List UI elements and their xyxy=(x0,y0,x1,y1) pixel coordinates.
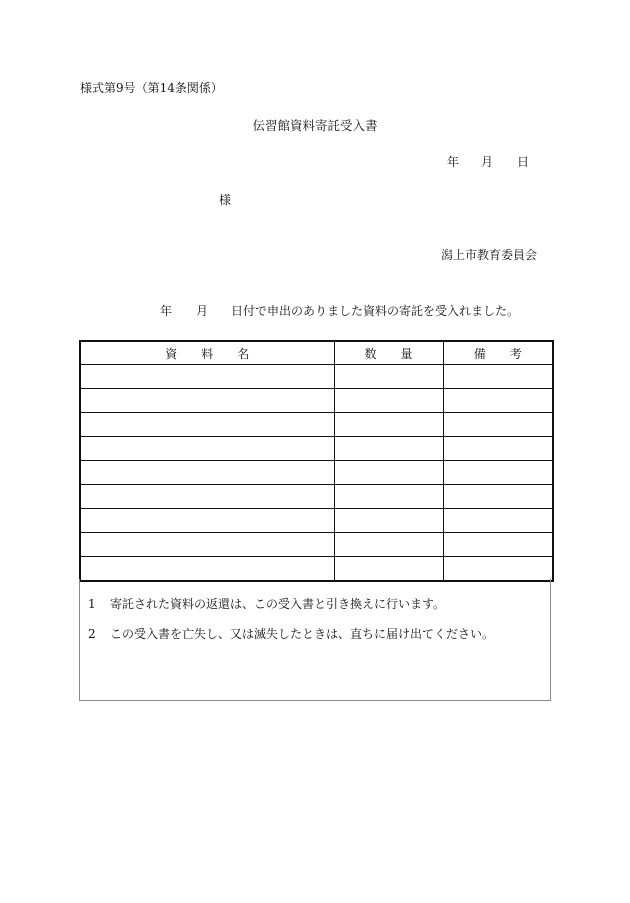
statement-text: 日付で申出のありました資料の寄託を受入れました。 xyxy=(231,304,520,318)
issuer-name: 潟上市教育委員会 xyxy=(441,248,538,262)
table-row xyxy=(80,509,553,533)
header-quantity: 数 量 xyxy=(334,341,443,365)
quantity-cell[interactable] xyxy=(334,509,443,533)
remarks-cell[interactable] xyxy=(443,437,553,461)
quantity-cell[interactable] xyxy=(334,365,443,389)
acceptance-statement xyxy=(160,304,519,318)
item-name-cell[interactable] xyxy=(80,509,334,533)
note-item xyxy=(88,627,494,641)
issue-date-line xyxy=(447,155,529,169)
document-title: 伝習館資料寄託受入書 xyxy=(252,118,378,133)
date-month-label: 月 xyxy=(481,155,494,169)
form-number: 様式第9号（第14条関係） xyxy=(80,81,223,95)
item-name-cell[interactable] xyxy=(80,437,334,461)
table-row xyxy=(80,389,553,413)
remarks-cell[interactable] xyxy=(443,461,553,485)
header-item-name: 資 料 名 xyxy=(80,341,334,365)
quantity-cell[interactable] xyxy=(334,461,443,485)
table-row xyxy=(80,533,553,557)
table-row xyxy=(80,365,553,389)
item-name-cell[interactable] xyxy=(80,533,334,557)
note-item xyxy=(88,597,445,611)
remarks-cell[interactable] xyxy=(443,485,553,509)
item-name-cell[interactable] xyxy=(80,557,334,582)
item-name-cell[interactable] xyxy=(80,485,334,509)
remarks-cell[interactable] xyxy=(443,365,553,389)
date-year-label: 年 xyxy=(447,155,460,169)
table-row xyxy=(80,413,553,437)
quantity-cell[interactable] xyxy=(334,485,443,509)
addressee-honorific: 様 xyxy=(219,193,232,207)
quantity-cell[interactable] xyxy=(334,437,443,461)
item-name-cell[interactable] xyxy=(80,413,334,437)
quantity-cell[interactable] xyxy=(334,557,443,582)
remarks-cell[interactable] xyxy=(443,533,553,557)
quantity-cell[interactable] xyxy=(334,413,443,437)
remarks-cell[interactable] xyxy=(443,389,553,413)
table-row xyxy=(80,485,553,509)
remarks-cell[interactable] xyxy=(443,557,553,582)
quantity-cell[interactable] xyxy=(334,389,443,413)
date-day-label: 日 xyxy=(517,155,530,169)
header-remarks: 備 考 xyxy=(443,341,553,365)
table-header-row xyxy=(80,341,553,365)
notes-box xyxy=(79,579,551,701)
table-row xyxy=(80,557,553,582)
table-row xyxy=(80,437,553,461)
note-number: 2 xyxy=(88,627,96,641)
quantity-cell[interactable] xyxy=(334,533,443,557)
statement-month-label: 月 xyxy=(196,304,209,318)
deposited-items-table xyxy=(79,340,554,582)
item-name-cell[interactable] xyxy=(80,365,334,389)
note-number: 1 xyxy=(88,597,96,611)
remarks-cell[interactable] xyxy=(443,509,553,533)
table-row xyxy=(80,461,553,485)
item-name-cell[interactable] xyxy=(80,389,334,413)
item-name-cell[interactable] xyxy=(80,461,334,485)
remarks-cell[interactable] xyxy=(443,413,553,437)
statement-year-label: 年 xyxy=(160,304,173,318)
note-text: この受入書を亡失し、又は滅失したときは、直ちに届け出てください。 xyxy=(110,627,495,641)
note-text: 寄託された資料の返還は、この受入書と引き換えに行います。 xyxy=(110,597,446,611)
